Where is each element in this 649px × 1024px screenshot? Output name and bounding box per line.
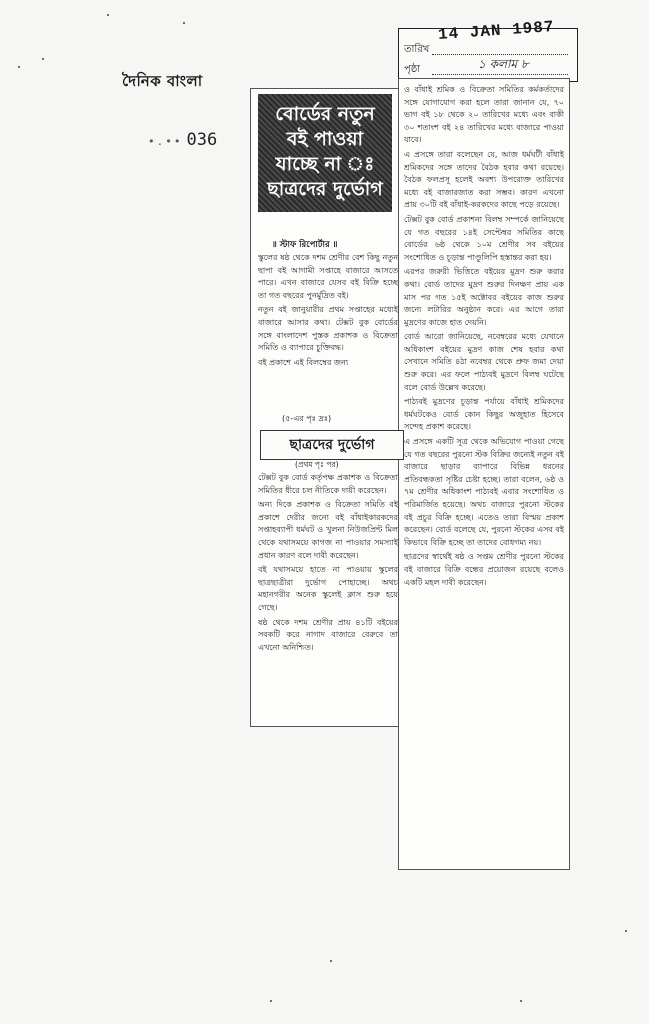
paragraph: ষষ্ঠ থেকে দশম শ্রেণীর প্রায় ৪১টি বইয়ের সবকটি করে নাগাদ বাজারে বেরুবে তা এখনো অনিশ্চিত।	[258, 617, 398, 652]
article-headline	[258, 94, 392, 212]
continued-note: (৫-এর পৃঃ দ্রঃ)	[282, 414, 332, 423]
paragraph: এ প্রসঙ্গে তারা বলেছেন যে, আজ ধর্মঘটী বাঁধাই শ্রমিকদের সঙ্গে তাদের বৈঠক হবার কথা রয়েছে। বৈঠক ফলপ্রসূ হলেই অবশ্য উপরোক্ত তারিখের মধ্যে বই বাজারজাত করা সম্ভব। কারণ এখনো প্রায় ৩০টি বই বাঁধাই-করকদের কাছে পড়ে রয়েছে।	[404, 149, 564, 210]
paragraph: এরপর জরুরী ভিত্তিতে বইয়ের মুদ্রণ শুরু করার কথা। বোর্ড তাদের মুদ্রণ শুরুর দিনক্ষণ প্রায় এক মাস পর গত ১৫ই অক্টোবর বইয়ের কাজ শুরুর জন্যে লটারির অনুষ্ঠান করে। এর আগে তারা মুদ্রণের কাজে হাত দেয়নি।	[404, 267, 564, 327]
article-body-left-continued	[258, 472, 398, 722]
paragraph: টেক্সট বুক বোর্ড প্রকাশনা বিলম্ব সম্পর্কে জানিয়েছে যে গত বছরের ১৪ই সেপ্টেম্বর সমিতির কাছে বোর্ডের ৬ষ্ঠ থেকে ১০ম শ্রেণীর সব বইয়ের সংশোধিত ও চূড়ান্ত পাণ্ডুলিপি হস্তান্তর করা হয়।	[404, 214, 564, 262]
stamp-date: 14 JAN 1987	[437, 17, 556, 45]
paragraph: এ প্রসঙ্গে একটি সূত্র থেকে অভিযোগ পাওয়া গেছে যে গত বছরের পুরনো স্টক বিক্রির জন্যেই নতুন বই বাজারে ছাড়ার ব্যাপারে বিভিন্ন ধরনের প্রতিবন্ধকতা সৃষ্টির চেষ্টা হচ্ছে। তারা বলেন, ৬ষ্ঠ ও ৭ম শ্রেণীর অধিকাংশ পাঠ্যবই এবার সংশোধিত ও পরিমার্জিত হয়েছে। অথচ বাজারে পুরনো স্টকের বই প্রচুর বিক্রি হচ্ছে। এতেও তারা বিস্ময় প্রকাশ করেছেন। বোর্ড বলেছে যে, পুরনো স্টকের এসব বই কিভাবে বিক্রি হচ্ছে তা তাদের বোধগম্য নয়।	[404, 437, 564, 547]
file-number	[148, 130, 217, 150]
byline: ॥ স্টাফ রিপোর্টার ॥	[272, 240, 338, 250]
paragraph: টেক্সট বুক বোর্ড কর্তৃপক্ষ প্রকাশক ও বিক্রেতা সমিতির ধীরে চল নীতিকে দায়ী করেছেন।	[258, 473, 398, 495]
paragraph: বই প্রকাশে এই বিলম্বের জন্য	[258, 357, 349, 367]
headline-line: বই পাওয়া	[286, 128, 364, 150]
headline-line: যাচ্ছে না ঃ	[275, 153, 375, 175]
paragraph: নতুন বই জানুয়ারীর প্রথম সপ্তাহের মধ্যেই বাজারে আসার কথা। টেক্সট বুক বোর্ডের সঙ্গে বাংলাদেশ পুস্তক প্রকাশক ও বিক্রেতা সমিতি ও ব্যাপারে চুক্তিবদ্ধ।	[258, 305, 398, 353]
paragraph: ও বাঁধাই শ্রমিক ও বিক্রেতা সমিতির কর্মকর্তাদের সঙ্গে যোগাযোগ করা হলে তারা জানান যে, ৭০ ভাগ বই ১৮ থেকে ২০ তারিখের মধ্যে এবং বাকী ৩০ শতাংশ বই ২৪ তারিখের মধ্যে বাজারে পাওয়া যাবে।	[404, 85, 564, 145]
file-number-prefix: •.••	[148, 135, 183, 148]
paragraph: বোর্ড আরো জানিয়েছে, নবেম্বরের মধ্যে যেখানে অধিকাংশ বইয়ের মুদ্রণ কাজ শেষ হবার কথা সেখানে সমিতি ৪ঠা নবেম্বর থেকে প্রুফ জমা দেয়া শুরু করে। এর ফলে পাঠ্যবই মুদ্রণে বিলম্ব ঘটেছে বলে বোর্ড উল্লেখ করেছে।	[404, 332, 564, 392]
stamp-date-line	[432, 54, 568, 55]
file-number-value: 036	[186, 130, 218, 150]
article-body-right	[404, 84, 564, 864]
paragraph: পাঠ্যবই মুদ্রণের চূড়ান্ত পর্যায়ে বাঁধাই শ্রমিকদের ধর্মঘটকেও বোর্ড কোন কিছুর অজুহাত হিসেবে সন্দেহ প্রকাশ করেছে।	[404, 397, 564, 432]
stamp-page-value: ১ কলাম ৮	[478, 57, 529, 71]
continued-subtitle: (প্রথম পৃঃ পর)	[295, 460, 339, 469]
paragraph: ছাত্রদের স্বার্থেই ষষ্ঠ ও সপ্তম শ্রেণীর পুরনো স্টকের বই বাজারে বিক্রি বন্ধের প্রয়োজন রয়েছে বলেও একটি মহল দাবী করেছেন।	[404, 552, 564, 587]
paragraph: অন্য দিকে প্রকাশক ও বিক্রেতা সমিতি বই প্রকাশে দেরীর জন্যে বই বাঁধাইকারকদের সপ্তাহব্যাপী ধর্মঘট ও খুলনা নিউজপ্রিন্ট মিল থেকে যথাসময়ে কাগজ না পাওয়ার সমস্যাই প্রধান কারণ বলে দাবী করেছেন।	[258, 500, 398, 560]
headline-line: বোর্ডের নতুন	[275, 103, 375, 125]
article-body-left	[258, 252, 398, 412]
continued-headline: ছাত্রদের দুর্ভোগ	[260, 430, 404, 460]
headline-line: ছাত্রদের দুর্ভোগ	[267, 178, 383, 200]
paragraph: স্কুলের ষষ্ঠ থেকে দশম শ্রেণীর বেশ কিছু নতুন ছাপা বই আগামী সপ্তাহে বাজারে আসতে পারে। এখন বাজারে যেসব বই বিক্রি হচ্ছে তা গত বছরের পুনর্মুদ্রিত বই।	[258, 253, 398, 300]
paragraph: বই যথাসময়ে হাতে না পাওয়ায় স্কুলের ছাত্রছাত্রীরা দুর্ভোগ পোহাচ্ছে। অথচ মহানগরীর অনেক স্কুলেই ক্লাস শুরু হয়ে গেছে।	[258, 565, 398, 612]
stamp-date-label: তারিখ	[404, 44, 430, 55]
stamp-page-label: পৃষ্ঠা	[404, 64, 421, 75]
newspaper-name: দৈনিক বাংলা	[122, 72, 203, 90]
